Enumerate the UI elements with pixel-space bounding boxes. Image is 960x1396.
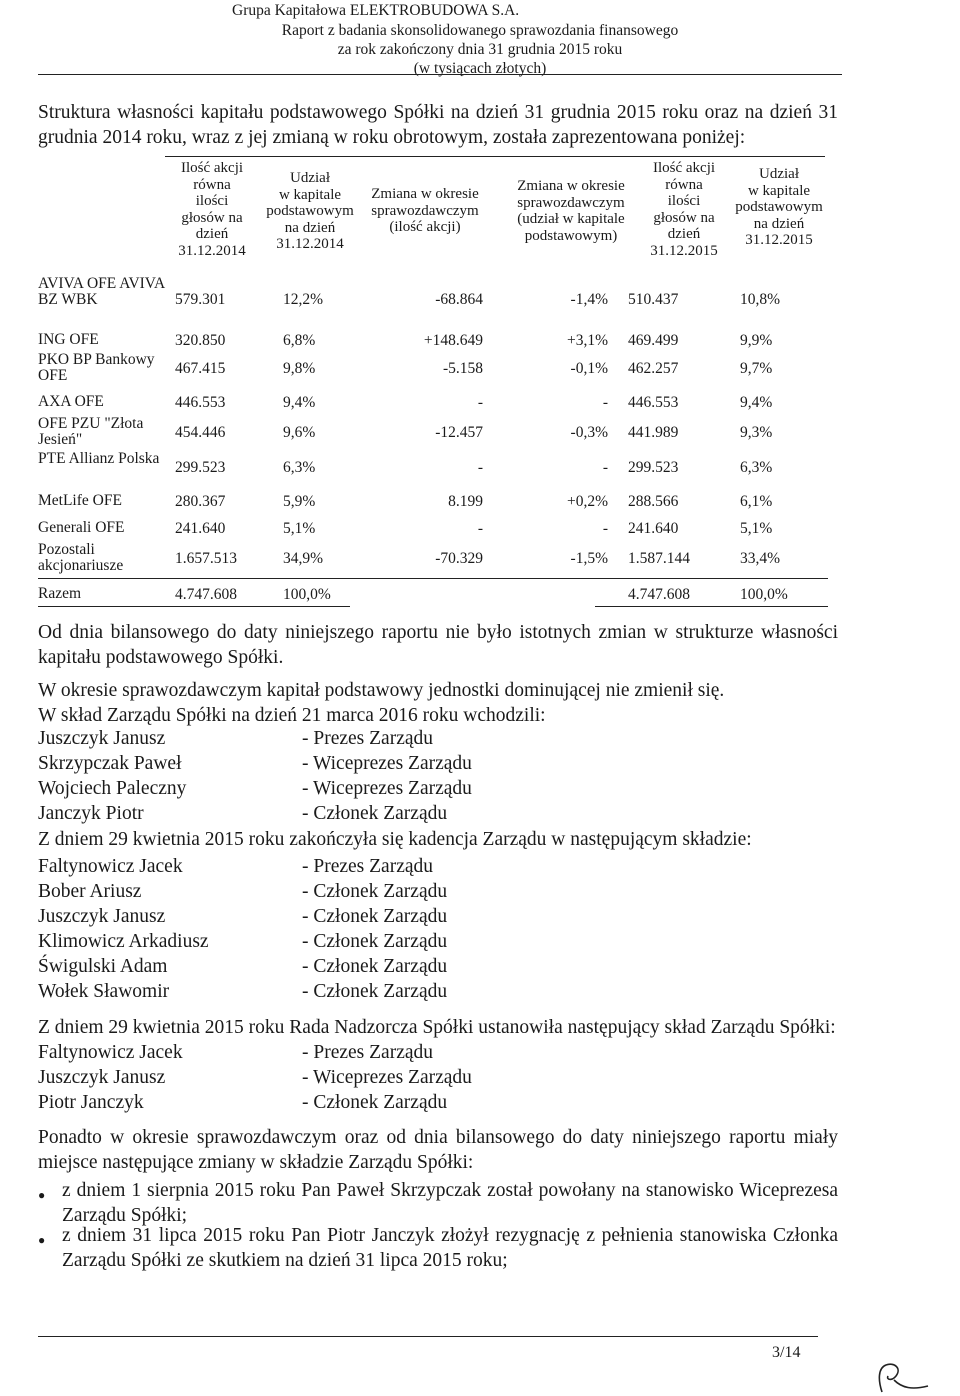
bullet-text: z dniem 31 lipca 2015 roku Pan Piotr Janczyk złożył rezygnację z pełnienia stanowiska Członka Zarządu Spółki ze skutkiem na dzień 31 lipca 2015 roku; — [62, 1225, 838, 1271]
column-header-line: na dzień — [284, 219, 336, 236]
member-name: Janczyk Piotr — [38, 803, 144, 824]
column-header-line: podstawowym — [266, 203, 354, 219]
column-header — [166, 160, 258, 259]
column-header-line: podstawowym) — [524, 227, 618, 244]
total-cell: 4.747.608 — [175, 586, 237, 603]
header-divider — [38, 74, 842, 75]
row-label: AVIVA OFE AVIVA BZ WBK — [38, 275, 165, 308]
table-cell: - — [602, 520, 608, 537]
column-header-line: sprawozdawczym — [517, 194, 625, 211]
column-header — [259, 170, 361, 253]
table-cell: 12,2% — [283, 291, 324, 308]
member-name: Faltynowicz Jacek — [38, 1042, 183, 1063]
table-cell: 9,4% — [740, 394, 773, 411]
column-header-line: równa — [193, 176, 231, 193]
row-label: MetLife OFE — [38, 492, 122, 509]
table-cell: -70.329 — [435, 550, 483, 567]
table-cell: +3,1% — [566, 332, 608, 349]
member-name: Świgulski Adam — [38, 956, 168, 977]
table-bottom-rule — [38, 606, 350, 607]
member-name: Faltynowicz Jacek — [38, 856, 183, 877]
table-cell: 9,4% — [283, 394, 316, 411]
member-role: - Wiceprezes Zarządu — [302, 778, 472, 799]
table-cell: -0,1% — [570, 360, 608, 377]
report-header — [0, 2, 960, 78]
row-label: PTE Allianz Polska — [38, 450, 160, 467]
table-cell: 1.657.513 — [175, 550, 237, 567]
bullet-dot: ● — [38, 1188, 46, 1202]
paragraph-term-ended: Z dniem 29 kwietnia 2015 roku zakończyła się kadencja Zarządu w następującym składzie: — [38, 829, 752, 850]
table-cell: - — [602, 394, 608, 411]
column-header-line: równa — [665, 176, 703, 193]
row-label: Generali OFE — [38, 519, 125, 536]
table-cell: 6,1% — [740, 493, 773, 510]
member-name: Wołek Sławomir — [38, 981, 170, 1002]
table-cell: 5,1% — [740, 520, 773, 537]
row-label: OFE PZU "Złota Jesień" — [38, 415, 144, 448]
member-role: - Członek Zarządu — [302, 1092, 448, 1113]
table-cell: 8.199 — [448, 493, 483, 510]
member-role: - Członek Zarządu — [302, 981, 448, 1002]
member-role: - Prezes Zarządu — [302, 1042, 434, 1063]
table-cell: 280.367 — [175, 493, 226, 510]
bullet-dot: ● — [38, 1233, 46, 1247]
column-header-line: (ilość akcji) — [389, 219, 461, 235]
column-header-line: Udział — [759, 166, 799, 182]
paragraph-capital: W okresie sprawozdawczym kapitał podstawowy jednostki dominującej nie zmienił się. — [38, 680, 725, 701]
table-total-rule — [38, 578, 828, 579]
table-cell: - — [477, 520, 483, 537]
table-cell: 446.553 — [628, 394, 679, 411]
table-cell: -1,4% — [570, 291, 608, 308]
column-header — [640, 160, 728, 259]
column-header — [364, 186, 486, 236]
table-cell: 33,4% — [740, 550, 781, 567]
report-period: za rok zakończony dnia 31 grudnia 2015 roku — [337, 41, 623, 58]
column-header-line: na dzień — [753, 215, 805, 232]
table-cell: - — [477, 394, 483, 411]
table-cell: 288.566 — [628, 493, 679, 510]
column-header-line: sprawozdawczym — [371, 202, 479, 219]
page-number: 3/14 — [772, 1344, 801, 1361]
table-cell: 462.257 — [628, 360, 679, 377]
total-label: Razem — [38, 585, 82, 602]
member-role: - Członek Zarządu — [302, 906, 448, 927]
table-cell: 320.850 — [175, 332, 226, 349]
row-label: PKO BP Bankowy OFE — [38, 351, 155, 384]
total-cell: 100,0% — [740, 586, 788, 603]
table-top-rule — [165, 156, 825, 157]
table-cell: -0,3% — [570, 424, 608, 441]
table-cell: 510.437 — [628, 291, 679, 308]
column-header-line: w kapitale — [278, 186, 342, 203]
row-label: ING OFE — [38, 331, 99, 348]
member-role: - Członek Zarządu — [302, 956, 448, 977]
footer-divider — [38, 1336, 818, 1337]
column-header-line: (udział w kapitale — [517, 211, 625, 227]
table-cell: 9,9% — [740, 332, 773, 349]
member-role: - Prezes Zarządu — [302, 728, 434, 749]
member-role: - Członek Zarządu — [302, 803, 448, 824]
report-currency: (w tysiącach złotych) — [413, 60, 547, 77]
table-cell: 10,8% — [740, 291, 781, 308]
column-header-line: 31.12.2014 — [276, 236, 344, 252]
paragraph-no-changes: Od dnia bilansowego do daty niniejszego raportu nie było istotnych zmian w strukturze własności kapitału podstawowego Spółki. — [38, 622, 838, 668]
table-cell: 5,1% — [283, 520, 316, 537]
column-header — [507, 178, 635, 244]
member-name: Piotr Janczyk — [38, 1092, 144, 1113]
total-cell: 4.747.608 — [628, 586, 690, 603]
column-header-line: Zmiana w okresie — [517, 178, 625, 194]
table-cell: 299.523 — [175, 459, 226, 476]
table-cell: 441.989 — [628, 424, 679, 441]
column-header-line: głosów na — [653, 209, 715, 226]
member-name: Juszczyk Janusz — [38, 1067, 166, 1088]
table-cell: 469.499 — [628, 332, 679, 349]
table-cell: +148.649 — [423, 332, 483, 349]
report-title: Raport z badania skonsolidowanego sprawozdania finansowego — [281, 22, 679, 39]
column-header-line: 31.12.2014 — [178, 242, 246, 259]
table-cell: -5.158 — [442, 360, 483, 377]
column-header-line: ilości — [667, 193, 701, 209]
table-cell: 241.640 — [175, 520, 226, 537]
row-label: AXA OFE — [38, 393, 104, 410]
intro-paragraph: Struktura własności kapitału podstawowego Spółki na dzień 31 grudnia 2015 roku oraz na dzień 31 grudnia 2014 roku, wraz z jej zmianą w roku obrotowym, została zaprezentowana poniżej: — [38, 102, 838, 148]
column-header-line: Ilość akcji — [180, 160, 244, 176]
table-cell: 9,3% — [740, 424, 773, 441]
paragraph-new-board: Z dniem 29 kwietnia 2015 roku Rada Nadzorcza Spółki ustanowiła następujący skład Zarządu Spółki: — [38, 1017, 836, 1038]
company-name: Grupa Kapitałowa ELEKTROBUDOWA S.A. — [232, 2, 520, 19]
table-cell: -1,5% — [570, 550, 608, 567]
table-cell: 299.523 — [628, 459, 679, 476]
member-role: - Wiceprezes Zarządu — [302, 1067, 472, 1088]
paragraph-board-heading: W skład Zarządu Spółki na dzień 21 marca 2016 roku wchodzili: — [38, 705, 546, 726]
column-header-line: dzień — [667, 226, 701, 242]
table-cell: 467.415 — [175, 360, 226, 377]
column-header-line: Udział — [290, 170, 330, 186]
table-cell: 241.640 — [628, 520, 679, 537]
total-cell: 100,0% — [283, 586, 331, 603]
member-role: - Wiceprezes Zarządu — [302, 753, 472, 774]
member-name: Klimowicz Arkadiusz — [38, 931, 209, 952]
member-name: Juszczyk Janusz — [38, 728, 166, 749]
table-cell: 9,6% — [283, 424, 316, 441]
column-header-line: podstawowym — [735, 199, 823, 215]
column-header-line: w kapitale — [747, 182, 811, 199]
table-cell: 9,8% — [283, 360, 316, 377]
column-header-line: ilości — [195, 193, 229, 209]
table-cell: 5,9% — [283, 493, 316, 510]
column-header-line: 31.12.2015 — [745, 232, 813, 248]
table-cell: - — [477, 459, 483, 476]
table-cell: -68.864 — [435, 291, 483, 308]
table-bottom-rule — [595, 606, 828, 607]
bullet-text: z dniem 1 sierpnia 2015 roku Pan Paweł Skrzypczak został powołany na stanowisko Wiceprezesa Zarządu Spółki; — [62, 1180, 838, 1226]
table-cell: 6,3% — [740, 459, 773, 476]
table-cell: 9,7% — [740, 360, 773, 377]
table-cell: 6,3% — [283, 459, 316, 476]
member-role: - Członek Zarządu — [302, 931, 448, 952]
table-cell: 446.553 — [175, 394, 226, 411]
table-cell: 1.587.144 — [628, 550, 690, 567]
member-name: Skrzypczak Paweł — [38, 753, 182, 774]
paragraph-changes: Ponadto w okresie sprawozdawczym oraz od dnia bilansowego do daty niniejszego raportu miały miejsce następujące zmiany w składzie Zarządu Spółki: — [38, 1127, 838, 1173]
table-cell: 34,9% — [283, 550, 324, 567]
member-name: Wojciech Paleczny — [38, 778, 187, 799]
table-cell: - — [602, 459, 608, 476]
column-header-line: głosów na — [181, 209, 243, 226]
column-header-line: Zmiana w okresie — [371, 186, 479, 202]
table-cell: -12.457 — [435, 424, 483, 441]
table-cell: 6,8% — [283, 332, 316, 349]
column-header-line: Ilość akcji — [652, 160, 716, 176]
member-role: - Członek Zarządu — [302, 881, 448, 902]
column-header-line: 31.12.2015 — [650, 242, 718, 259]
table-cell: +0,2% — [566, 493, 608, 510]
table-cell: 579.301 — [175, 291, 226, 308]
member-name: Bober Ariusz — [38, 881, 142, 902]
member-role: - Prezes Zarządu — [302, 856, 434, 877]
table-cell: 454.446 — [175, 424, 226, 441]
row-label: Pozostali akcjonariusze — [38, 541, 124, 574]
member-name: Juszczyk Janusz — [38, 906, 166, 927]
column-header-line: dzień — [195, 226, 229, 242]
initials-signature — [872, 1362, 932, 1396]
column-header — [728, 166, 830, 249]
